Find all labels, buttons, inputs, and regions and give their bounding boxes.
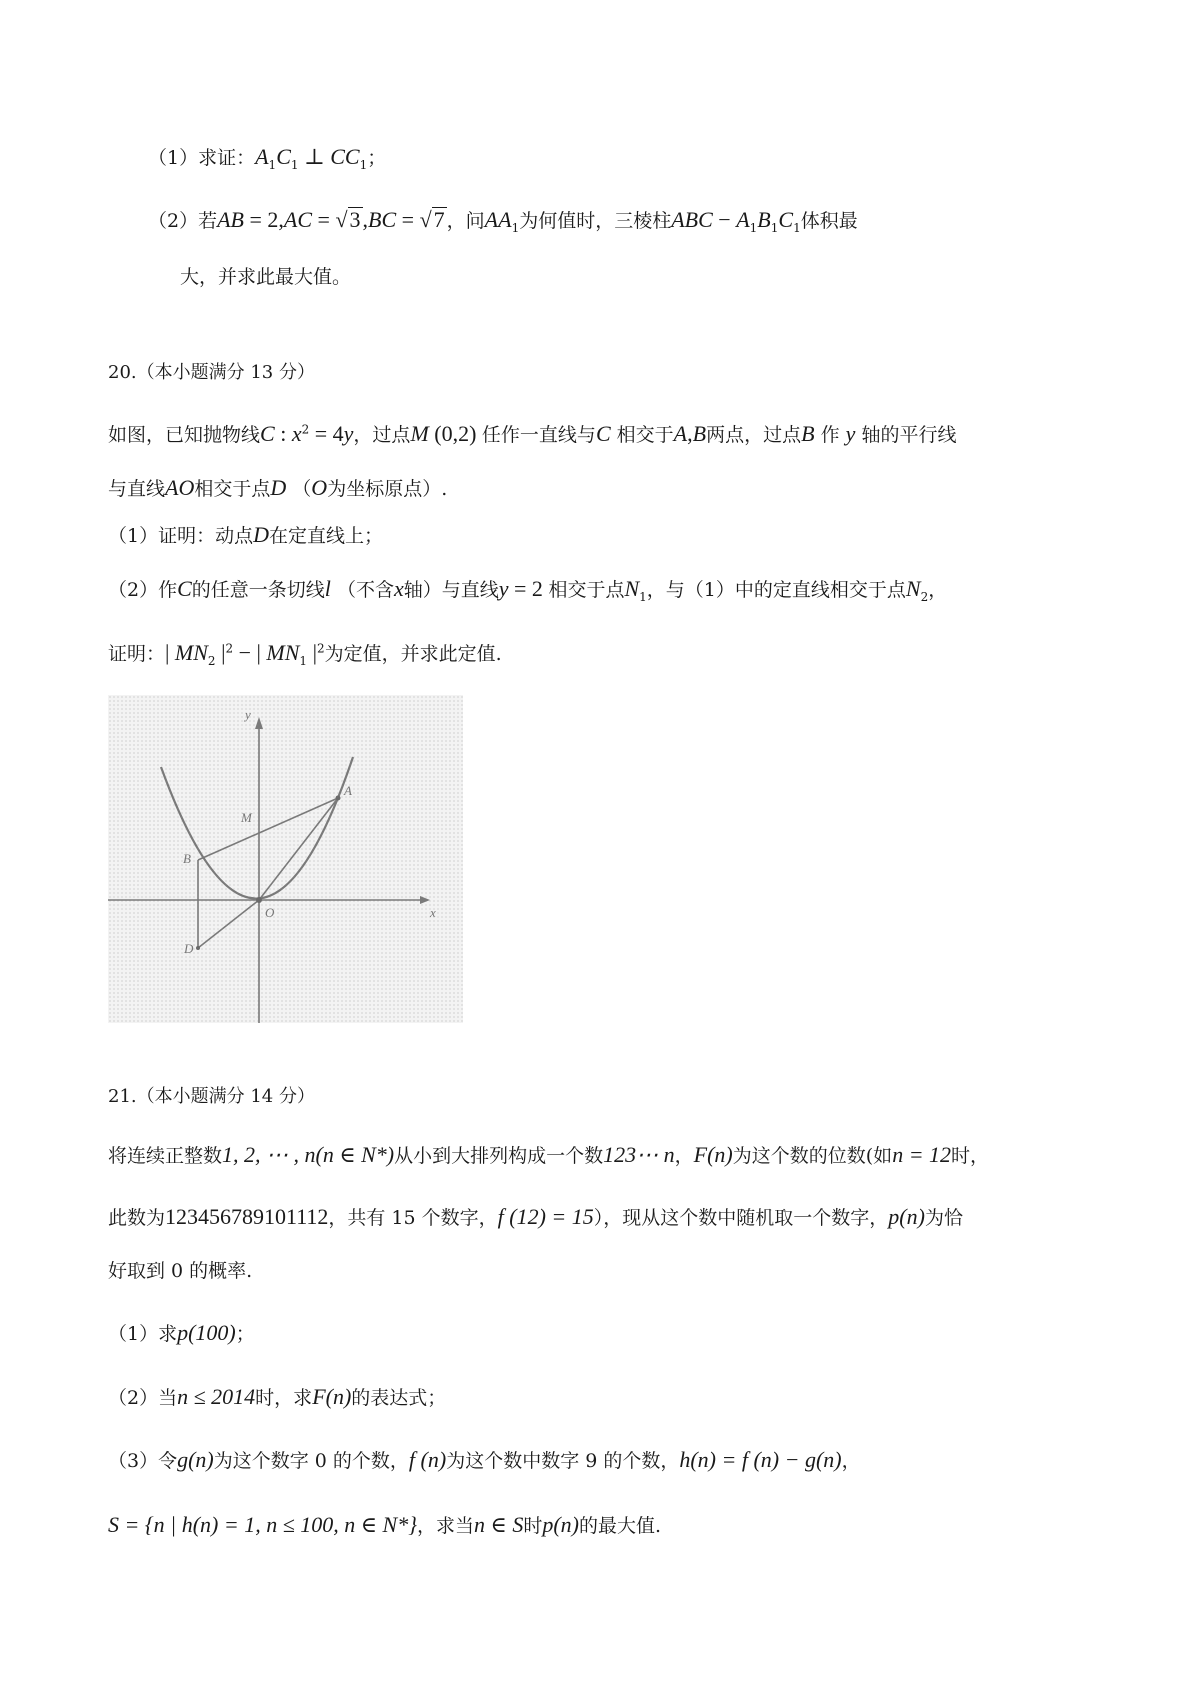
origin-point — [256, 897, 262, 903]
parabola-figure — [108, 695, 463, 1023]
x-axis-arrow — [420, 896, 430, 904]
label-m: M — [241, 810, 252, 825]
y-axis-label: y — [245, 707, 251, 722]
q21-stem-line2: 此数为123456789101112，共有 15 个数字，f (12) = 15），现从这个数中随机取一个数字，p(n)为恰 — [108, 1204, 963, 1229]
q19-part2: （2）若AB = 2,AC = √3,BC = √7 ，问$AA_1$为何值时，三棱柱ABC − $A_1B_1C_1$体积最 — [148, 207, 858, 235]
x-axis-label: x — [430, 905, 436, 920]
q20-part2-proof: 证明：| $MN_2$ $|^2$ − | $MN_1$ $|^2$为定值，并求此定值. — [108, 640, 502, 668]
q21-stem-line3: 好取到 0 的概率. — [108, 1260, 253, 1282]
q21-part1: （1）求p(100)； — [108, 1320, 255, 1345]
q21-part3-set: S = {n | h(n) = 1, n ≤ 100, n ∈ N*}，求当n ∈ S时p(n)的最大值. — [108, 1512, 662, 1537]
q20-stem-line2: 与直线AO相交于点D （O为坐标原点）. — [108, 475, 448, 500]
label-d: D — [184, 941, 194, 956]
label-a: A — [344, 783, 352, 798]
q19-part2-continued: 大，并求此最大值。 — [180, 266, 352, 288]
point-a — [336, 796, 341, 801]
q21-heading: 21.（本小题满分 14 分） — [108, 1086, 315, 1107]
line-ab — [198, 798, 338, 860]
label-o: O — [265, 905, 275, 920]
q20-stem-line1: 如图，已知抛物线C : $x^2 = 4y$，过点M (0,2) 任作一直线与C 相交于A,B两点，过点B 作 y 轴的平行线 — [108, 421, 957, 446]
q20-part1: （1）证明：动点D在定直线上； — [108, 522, 383, 547]
q21-stem-line1: 将连续正整数1, 2, ⋯ , n(n ∈ N*)从小到大排列构成一个数123⋯ n，F(n)为这个数的位数(如n = 12时， — [108, 1142, 990, 1167]
label-b: B — [183, 851, 191, 866]
q20-part2: （2）作C的任意一条切线l （不含x轴）与直线y = 2 相交于点$N_1$，与（1）中的定直线相交于点$N_2$， — [108, 576, 948, 604]
point-d — [196, 946, 200, 950]
q19-part1: （1）求证：$A_1C_1$ ⊥ $CC_1$； — [148, 144, 387, 172]
q21-part2: （2）当n ≤ 2014时，求F(n)的表达式； — [108, 1384, 447, 1409]
parabola-diagram — [108, 695, 463, 1023]
line-ao — [259, 798, 338, 900]
line-od — [198, 900, 259, 948]
q20-heading: 20.（本小题满分 13 分） — [108, 362, 315, 383]
q21-part3: （3）令g(n)为这个数字 0 的个数，f (n)为这个数中数字 9 的个数，h(n) = f (n) − g(n)， — [108, 1447, 861, 1472]
parabola-curve — [161, 757, 353, 899]
y-axis-arrow — [255, 717, 263, 729]
